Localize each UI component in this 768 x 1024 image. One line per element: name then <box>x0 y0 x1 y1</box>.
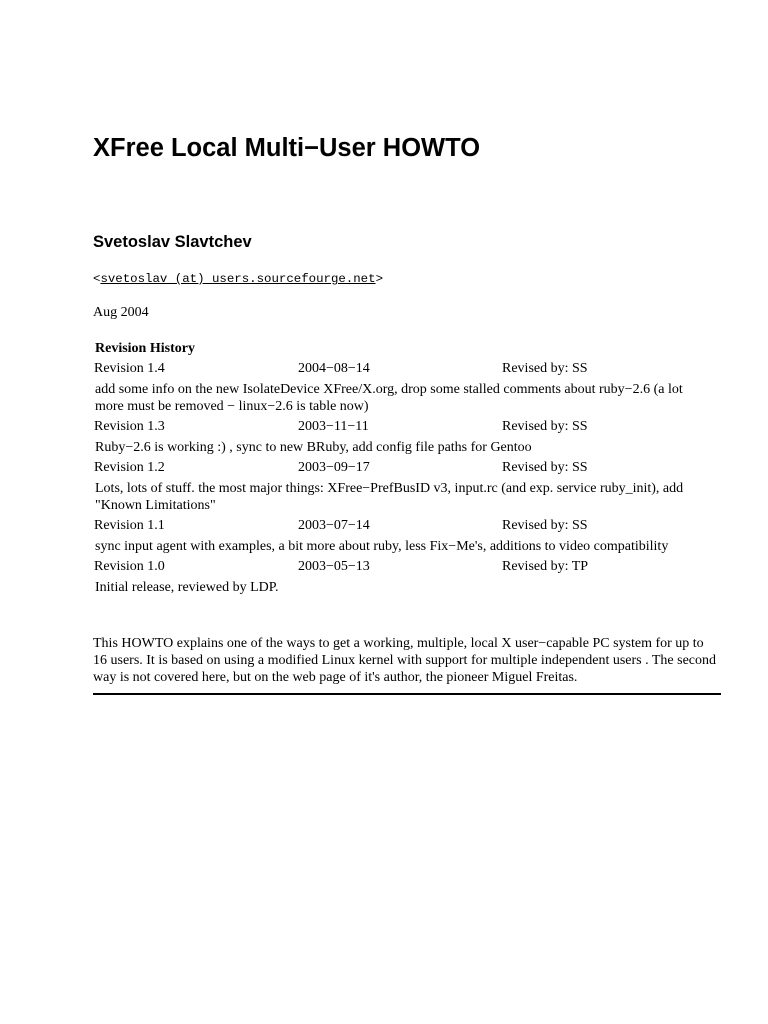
revision-date: 2003−07−14 <box>298 518 370 533</box>
revision-number: Revision 1.0 <box>94 559 165 574</box>
revision-author: Revised by: TP <box>502 559 589 574</box>
revision-remark: Initial release, reviewed by LDP. <box>95 580 279 595</box>
revision-remark: Lots, lots of stuff. the most major things: XFree−PrefBusID v3, input.rc (and exp. service ruby_init), add "Known Limitations" <box>95 481 684 513</box>
revision-author: Revised by: SS <box>502 361 588 376</box>
email-open-bracket: < <box>93 272 101 286</box>
document-title: XFree Local Multi−User HOWTO <box>93 134 481 162</box>
abstract-paragraph: This HOWTO explains one of the ways to get a working, multiple, local X user−capable PC system for up to 16 users. It is based on using a modified Linux kernel with support for multiple independent users . The second way is not covered here, but on the web page of it's author, the pioneer Miguel Freitas. <box>93 636 717 685</box>
revision-row <box>93 418 723 435</box>
author-name: Svetoslav Slavtchev <box>93 233 252 251</box>
revision-date: 2003−09−17 <box>298 460 370 475</box>
email-link[interactable]: svetoslav (at) users.sourcefourge.net <box>100 272 376 286</box>
revision-number: Revision 1.1 <box>94 518 165 533</box>
revision-number: Revision 1.4 <box>94 361 165 376</box>
revision-row <box>93 558 723 575</box>
revision-date: 2004−08−14 <box>298 361 370 376</box>
revision-history <box>93 340 723 599</box>
revision-author: Revised by: SS <box>502 518 588 533</box>
revision-remark: Ruby−2.6 is working :) , sync to new BRuby, add config file paths for Gentoo <box>95 440 532 455</box>
revision-number: Revision 1.3 <box>94 419 165 434</box>
revision-date: 2003−05−13 <box>298 559 370 574</box>
revision-author: Revised by: SS <box>502 460 588 475</box>
revision-number: Revision 1.2 <box>94 460 165 475</box>
revision-author: Revised by: SS <box>502 419 588 434</box>
revision-row <box>93 517 723 534</box>
revision-row <box>93 459 723 476</box>
revision-date: 2003−11−11 <box>298 419 369 434</box>
revision-history-title: Revision History <box>95 341 195 356</box>
revision-row <box>93 360 723 377</box>
revision-remark: add some info on the new IsolateDevice XFree/X.org, drop some stalled comments about ruby−2.6 (a lot more must be removed − linux−2.6 is table now) <box>95 382 683 414</box>
email-close-bracket: > <box>375 272 383 286</box>
revision-remark: sync input agent with examples, a bit more about ruby, less Fix−Me's, additions to video compatibility <box>95 539 669 554</box>
author-email <box>93 270 383 288</box>
horizontal-rule <box>93 693 721 695</box>
publication-date: Aug 2004 <box>93 305 149 320</box>
